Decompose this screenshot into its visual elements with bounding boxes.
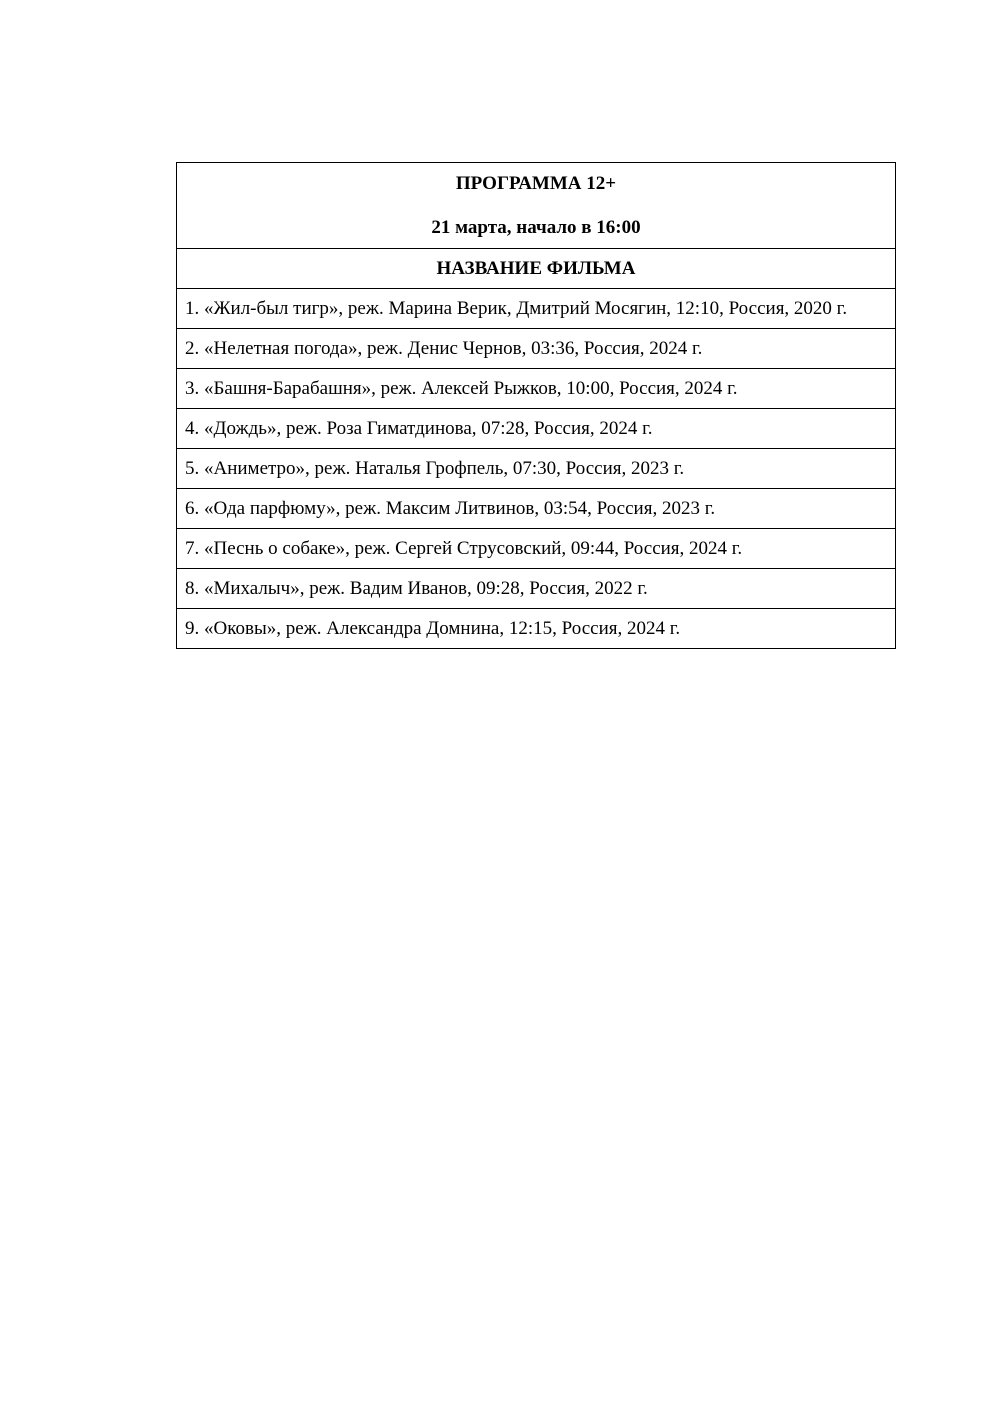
film-entry-1: 1. «Жил-был тигр», реж. Марина Верик, Дмитрий Мосягин, 12:10, Россия, 2020 г.: [177, 289, 896, 329]
film-entry-9: 9. «Оковы», реж. Александра Домнина, 12:15, Россия, 2024 г.: [177, 609, 896, 649]
program-date-line: 21 марта, начало в 16:00: [431, 216, 641, 238]
film-entry-4: 4. «Дождь», реж. Роза Гиматдинова, 07:28, Россия, 2024 г.: [177, 409, 896, 449]
table-row: [177, 369, 896, 409]
film-entry-8: 8. «Михалыч», реж. Вадим Иванов, 09:28, Россия, 2022 г.: [177, 569, 896, 609]
film-entry-5: 5. «Аниметро», реж. Наталья Грофпель, 07:30, Россия, 2023 г.: [177, 449, 896, 489]
table-row: [177, 529, 896, 569]
program-header-cell: [177, 163, 896, 249]
film-entry-2: 2. «Нелетная погода», реж. Денис Чернов, 03:36, Россия, 2024 г.: [177, 329, 896, 369]
column-header: НАЗВАНИЕ ФИЛЬМА: [177, 249, 896, 289]
film-entry-6: 6. «Ода парфюму», реж. Максим Литвинов, 03:54, Россия, 2023 г.: [177, 489, 896, 529]
table-row: [177, 409, 896, 449]
table-row: [177, 569, 896, 609]
film-entry-3: 3. «Башня-Барабашня», реж. Алексей Рыжков, 10:00, Россия, 2024 г.: [177, 369, 896, 409]
table-row: [177, 489, 896, 529]
program-title: ПРОГРАММА 12+: [455, 172, 617, 194]
table-row: [177, 329, 896, 369]
film-entry-7: 7. «Песнь о собаке», реж. Сергей Струсовский, 09:44, Россия, 2024 г.: [177, 529, 896, 569]
program-table: [176, 162, 896, 649]
table-row: [177, 449, 896, 489]
column-header-row: [177, 249, 896, 289]
program-header-row: [177, 163, 896, 249]
table-row: [177, 609, 896, 649]
table-row: [177, 289, 896, 329]
